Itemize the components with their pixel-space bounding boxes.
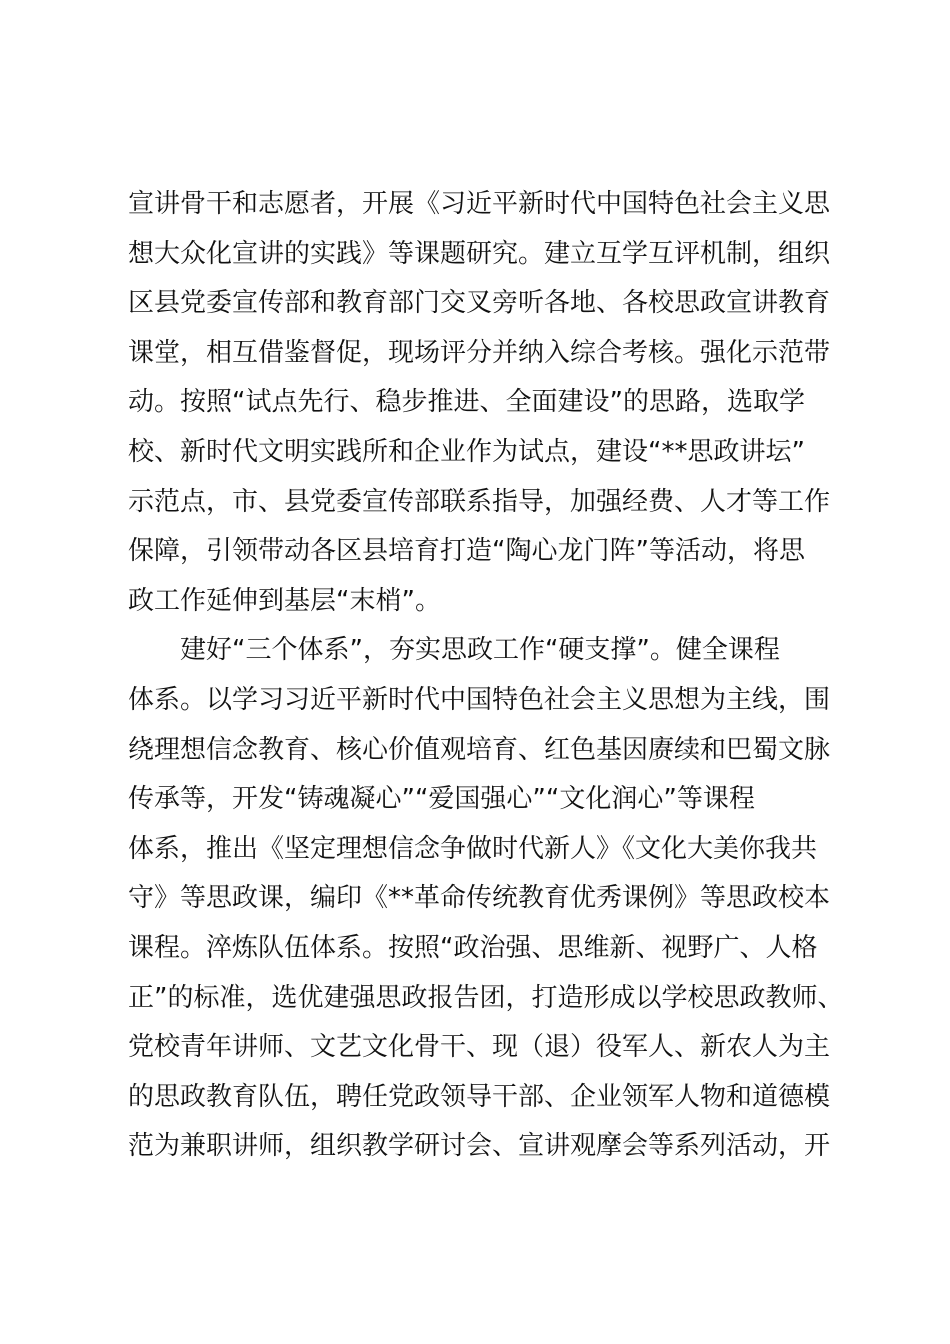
- text-line: 示范点，市、县党委宣传部联系指导，加强经费、人才等工作: [128, 486, 831, 517]
- text-line: 的思政教育队伍，聘任党政领导干部、企业领军人物和道德模: [128, 1081, 831, 1112]
- text-line: 校、新时代文明实践所和企业作为试点，建设“**思政讲坛”: [128, 436, 805, 467]
- text-line: 保障，引领带动各区县培育打造“陶心龙门阵”等活动，将思: [128, 536, 805, 567]
- text-line: 课堂，相互借鉴督促，现场评分并纳入综合考核。强化示范带: [128, 337, 831, 368]
- text-line: 宣讲骨干和志愿者，开展《习近平新时代中国特色社会主义思: [128, 189, 831, 219]
- text-line: 绕理想信念教育、核心价值观培育、红色基因赓续和巴蜀文脉: [128, 734, 831, 765]
- paragraph-start-line: 建好“三个体系”，夯实思政工作“硬支撑”。健全课程: [180, 635, 780, 666]
- text-line: 正”的标准，选优建强思政报告团，打造形成以学校思政教师、: [128, 982, 844, 1013]
- text-line: 政工作延伸到基层“末梢”。: [128, 585, 441, 616]
- text-line: 党校青年讲师、文艺文化骨干、现（退）役军人、新农人为主: [128, 1032, 831, 1063]
- text-line: 区县党委宣传部和教育部门交叉旁听各地、各校思政宣讲教育: [128, 288, 831, 319]
- text-line: 范为兼职讲师，组织教学研讨会、宣讲观摩会等系列活动，开: [128, 1131, 831, 1162]
- text-line: 想大众化宣讲的实践》等课题研究。建立互学互评机制，组织: [128, 238, 831, 269]
- text-line: 守》等思政课，编印《**革命传统教育优秀课例》等思政校本: [128, 883, 831, 914]
- text-line: 课程。淬炼队伍体系。按照“政治强、思维新、视野广、人格: [128, 932, 818, 963]
- text-line: 体系。以学习习近平新时代中国特色社会主义思想为主线，围: [128, 684, 831, 715]
- body-text: [128, 180, 848, 1172]
- text-line: 体系，推出《坚定理想信念争做时代新人》《文化大美你我共: [128, 833, 818, 864]
- text-line: 动。按照“试点先行、稳步推进、全面建设”的思路，选取学: [128, 387, 805, 418]
- text-line: 传承等，开发“铸魂凝心”“爱国强心”“文化润心”等课程: [128, 784, 755, 815]
